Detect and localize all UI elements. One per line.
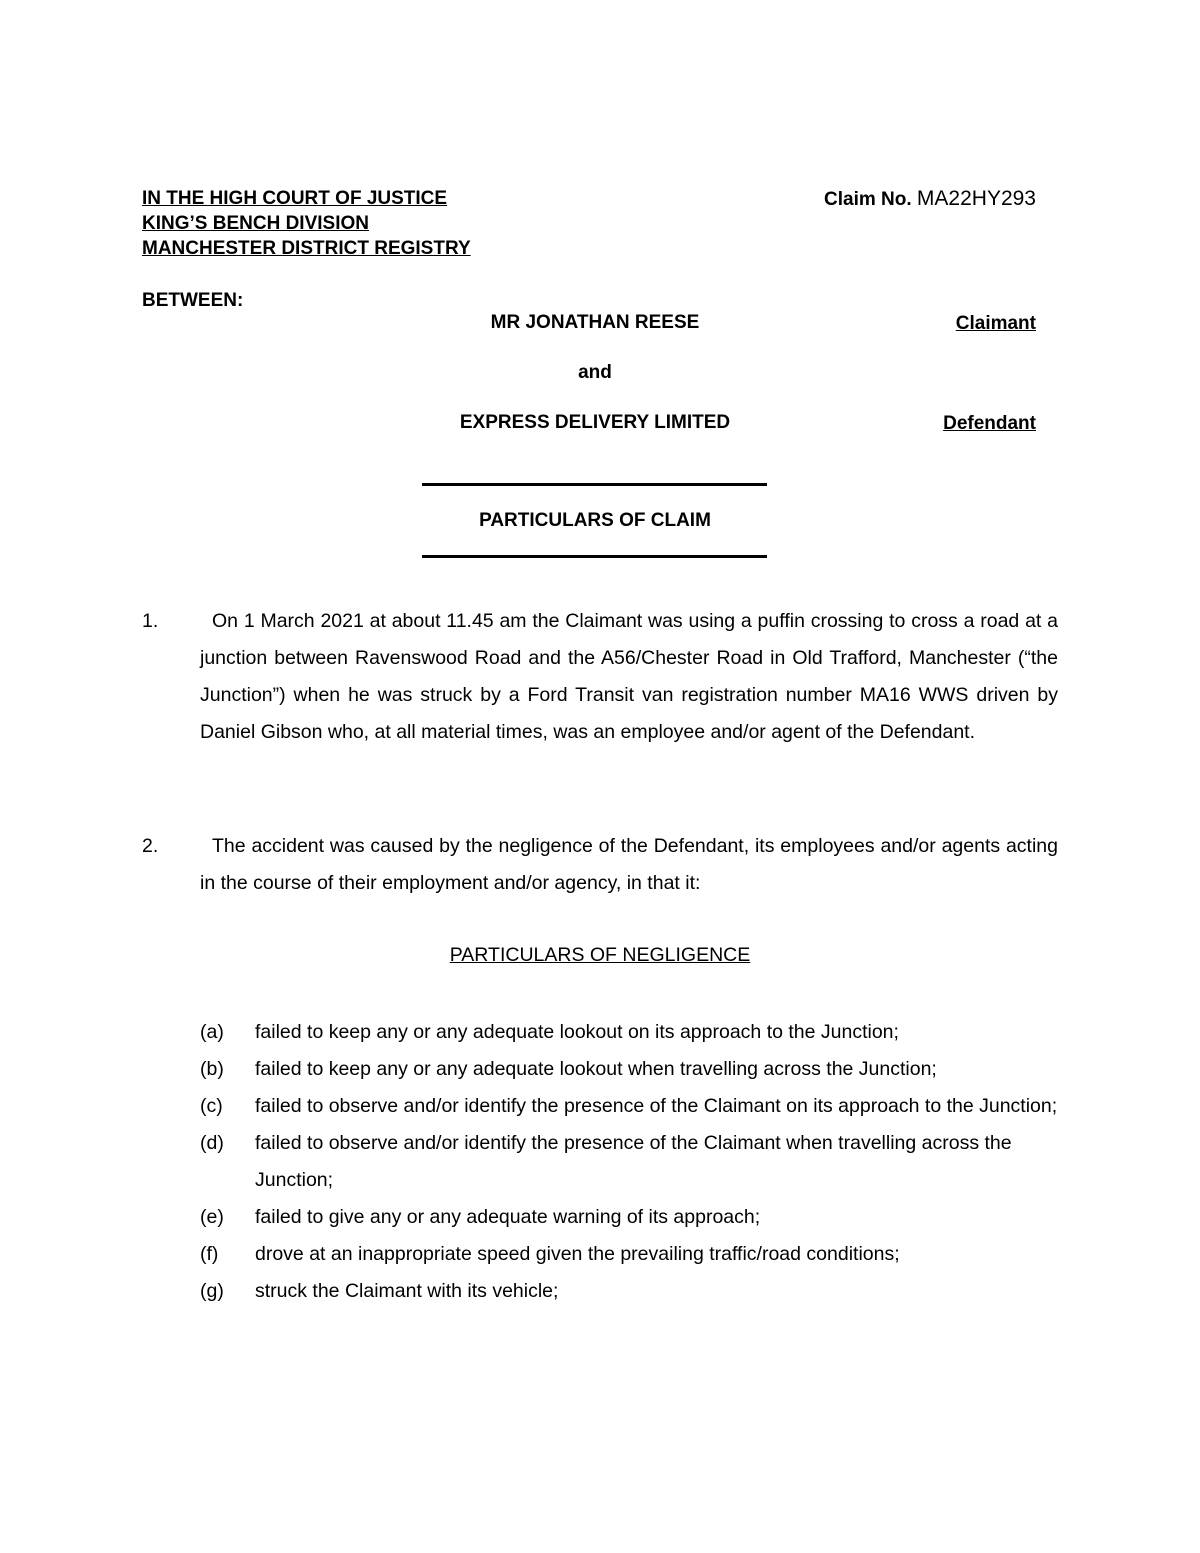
list-item-text: drove at an inappropriate speed given the prevailing traffic/road conditions; [255,1243,900,1265]
list-item-letter: (g) [200,1280,224,1302]
paragraph-2 [142,828,1058,902]
court-registry: MANCHESTER DISTRICT REGISTRY [142,238,471,259]
list-item-letter: (c) [200,1095,223,1117]
title-rule-bottom [422,555,767,558]
list-item-text: failed to observe and/or identify the presence of the Claimant on its approach to the Junction; [255,1095,1058,1117]
list-item-text: failed to observe and/or identify the presence of the Claimant when travelling across the Junction; [255,1132,1012,1191]
list-item [200,1273,1060,1310]
list-item [200,1014,1060,1051]
between-label: BETWEEN: [142,290,244,311]
claimant-name: MR JONATHAN REESE [490,312,700,333]
list-item-text: failed to give any or any adequate warning of its approach; [255,1206,761,1228]
list-item-letter: (b) [200,1058,224,1080]
claim-number-label: Claim No. [824,189,912,210]
list-item-letter: (e) [200,1206,224,1228]
paragraph-number: 2. [142,835,159,857]
list-item [200,1236,1060,1273]
claim-number [824,187,1036,211]
court-division: KING’S BENCH DIVISION [142,213,369,234]
defendant-role: Defendant [943,413,1036,434]
paragraph-1 [142,603,1058,751]
parties-conjunction: and [578,362,612,383]
paragraph-number: 1. [142,610,159,632]
list-item-letter: (f) [200,1243,219,1265]
court-name: IN THE HIGH COURT OF JUSTICE [142,188,448,209]
negligence-heading: PARTICULARS OF NEGLIGENCE [449,944,751,966]
paragraph-text: The accident was caused by the negligence of the Defendant, its employees and/or agents acting in the course of their employment and/or agency, in that it: [200,835,1058,894]
list-item-text: struck the Claimant with its vehicle; [255,1280,559,1302]
title-rule-top [422,483,767,486]
claim-number-value: MA22HY293 [916,187,1036,210]
document-title: PARTICULARS OF CLAIM [479,510,711,531]
list-item-letter: (d) [200,1132,224,1154]
defendant-name: EXPRESS DELIVERY LIMITED [459,412,731,433]
list-item [200,1125,1060,1199]
paragraph-text: On 1 March 2021 at about 11.45 am the Claimant was using a puffin crossing to cross a road at a junction between Ravenswood Road and the A56/Chester Road in Old Trafford, Manchester (“the Junction”) when he was struck by a Ford Transit van registration number MA16 WWS driven by Daniel Gibson who, at all material times, was an employee and/or agent of the Defendant. [200,610,1058,743]
list-item-letter: (a) [200,1021,224,1043]
negligence-list [200,1014,1060,1310]
list-item [200,1199,1060,1236]
list-item-text: failed to keep any or any adequate lookout when travelling across the Junction; [255,1058,937,1080]
list-item-text: failed to keep any or any adequate lookout on its approach to the Junction; [255,1021,899,1043]
list-item [200,1051,1060,1088]
claimant-role: Claimant [955,313,1036,334]
list-item [200,1088,1060,1125]
